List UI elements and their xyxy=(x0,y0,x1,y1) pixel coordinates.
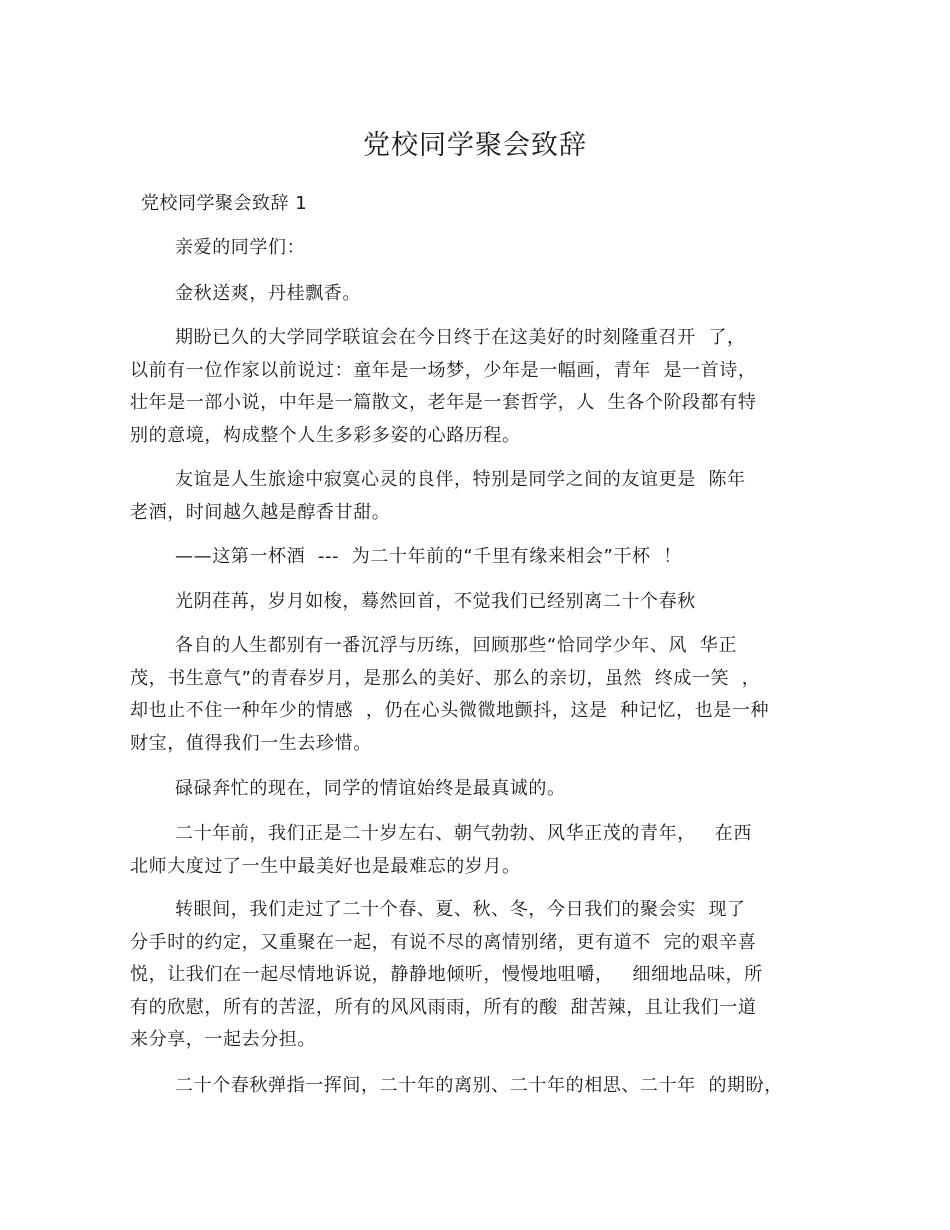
paragraph-line: 悦，让我们在一起尽情地诉说，静静地倾听，慢慢地咀嚼， 细细地品味，所 xyxy=(130,964,763,985)
paragraph-line: ——这第一杯酒 --- 为二十年前的“千里有缘来相会”干杯 ！ xyxy=(175,546,682,567)
paragraph-line: 转眼间，我们走过了二十个春、夏、秋、冬，今日我们的聚会实 现了 xyxy=(175,899,746,920)
paragraph-line: 茂，书生意气”的青春岁月，是那么的美好、那么的亲切，虽然 终成一笑 ， xyxy=(130,667,761,689)
paragraph-line: 碌碌奔忙的现在，同学的情谊始终是最真诚的。 xyxy=(175,778,566,799)
paragraph-line: 有的欣慰，所有的苦涩，所有的风风雨雨，所有的酸 甜苦辣，且让我们一道 xyxy=(130,996,757,1018)
paragraph-line: 期盼已久的大学同学联谊会在今日终于在这美好的时刻隆重召开 了， xyxy=(175,327,746,348)
document-title: 党校同学聚会致辞 xyxy=(363,130,587,161)
paragraph xyxy=(130,464,800,529)
paragraph-line: 别的意境，构成整个人生多彩多姿的心路历程。 xyxy=(130,424,521,446)
paragraph-line: 各自的人生都别有一番沉浮与历练，回顾那些“恰同学少年、风 华正 xyxy=(175,635,737,656)
paragraph xyxy=(130,586,800,619)
paragraph xyxy=(130,1070,800,1103)
paragraph xyxy=(130,232,800,265)
paragraph-line: 亲爱的同学们： xyxy=(175,237,306,258)
paragraph-line: 以前有一位作家以前说过：童年是一场梦，少年是一幅画，青年 是一首诗， xyxy=(130,359,757,381)
paragraph xyxy=(130,322,800,452)
document-subtitle: 党校同学聚会致辞 1 xyxy=(141,193,308,214)
paragraph-line: 金秋送爽，丹桂飘香。 xyxy=(175,283,361,304)
paragraph-line: 二十年前，我们正是二十岁左右、朝气勃勃、风华正茂的青年， 在西 xyxy=(175,823,752,844)
paragraph xyxy=(130,773,800,806)
paragraph-line: 分手时的约定，又重聚在一起，有说不尽的离情别绪，更有道不 完的艰辛喜 xyxy=(130,931,757,953)
paragraph-line: 北师大度过了一生中最美好也是最难忘的岁月。 xyxy=(130,855,521,877)
paragraph xyxy=(130,630,800,760)
paragraph-line: 二十个春秋弹指一挥间，二十年的离别、二十年的相思、二十年 的期盼， xyxy=(175,1075,783,1096)
paragraph xyxy=(130,818,800,883)
paragraph xyxy=(130,541,800,574)
paragraph-line: 壮年是一部小说，中年是一篇散文，老年是一套哲学，人 生各个阶段都有特 xyxy=(130,392,757,413)
paragraph-line: 光阴荏苒，岁月如梭，蓦然回首，不觉我们已经别离二十个春秋 xyxy=(175,591,696,612)
paragraph-line: 友谊是人生旅途中寂寞心灵的良伴，特别是同学之间的友谊更是 陈年 xyxy=(175,469,746,490)
paragraph-line: 老酒，时间越久越是醇香甘甜。 xyxy=(130,501,391,523)
paragraph xyxy=(130,894,800,1057)
paragraph-line: 来分享，一起去分担。 xyxy=(130,1029,316,1050)
paragraph xyxy=(130,278,800,311)
paragraph-line: 财宝，值得我们一生去珍惜。 xyxy=(130,732,372,754)
paragraph-line: 却也止不住一种年少的情感 ，仍在心头微微地颤抖，这是 种记忆，也是一种 xyxy=(130,700,770,721)
